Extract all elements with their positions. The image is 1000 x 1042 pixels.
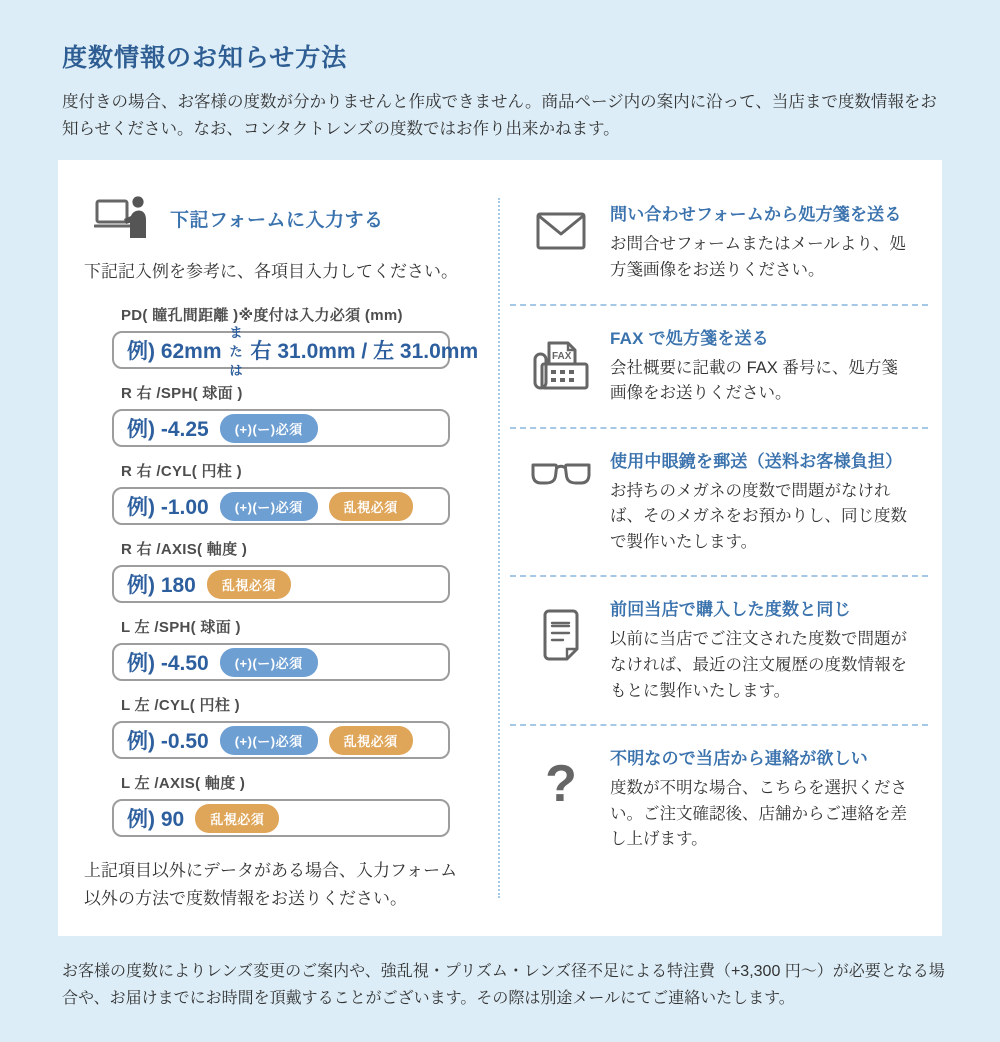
field-l-cyl — [112, 694, 498, 759]
field-pd-example-box — [112, 324, 479, 378]
method-description: 会社概要に記載の FAX 番号に、処方箋画像をお送りください。 — [610, 358, 898, 403]
method-divider — [510, 575, 928, 577]
method-description: お持ちのメガネの度数で問題がなければ、そのメガネをお預かりし、同じ度数で製作いたします。 — [610, 481, 907, 551]
astigmatism-required-badge: 乱視必須 — [329, 726, 413, 755]
field-r-axis-example-box — [112, 565, 450, 603]
field-pd — [112, 304, 498, 378]
form-rows — [112, 304, 498, 837]
method-previous-order — [508, 585, 934, 720]
form-example-section — [58, 190, 498, 911]
l-cyl-example-value: 例) -0.50 — [127, 730, 209, 754]
form-header — [94, 194, 498, 243]
sign-required-badge: (+)(ー)必須 — [220, 414, 318, 443]
method-body — [610, 595, 908, 704]
method-contact-form — [508, 190, 934, 299]
method-title: 使用中眼鏡を郵送（送料お客様負担） — [610, 451, 903, 471]
method-title: FAX で処方箋を送る — [610, 328, 769, 348]
field-l-cyl-example-box — [112, 721, 450, 759]
sign-required-badge: (+)(ー)必須 — [220, 492, 318, 521]
pd-example-connector: または — [229, 324, 243, 378]
page-title: 度数情報のお知らせ方法 — [62, 44, 348, 72]
method-divider — [510, 304, 928, 306]
field-l-sph-label: L 左 /SPH( 球面 ) — [121, 619, 241, 637]
glasses-icon — [530, 447, 592, 556]
field-l-axis-example-box — [112, 799, 450, 837]
form-instruction: 下記記入例を参考に、各項目入力してください。 — [84, 262, 458, 282]
field-l-sph-example-box — [112, 643, 450, 681]
r-sph-example-value: 例) -4.25 — [127, 418, 209, 442]
footer-note: お客様の度数によりレンズ変更のご案内や、強乱視・プリズム・レンズ径不足による特注費（+3,300 円〜）が必要となる場合や、お届けまでにお時間を頂戴することがございます。その際は別途メールにてご連絡いたします。 — [62, 962, 945, 1007]
astigmatism-required-badge: 乱視必須 — [329, 492, 413, 521]
field-l-cyl-label: L 左 /CYL( 円柱 ) — [121, 697, 240, 715]
intro-text: 度付きの場合、お客様の度数が分かりませんと作成できません。商品ページ内の案内に沿って、当店まで度数情報をお知らせください。なお、コンタクトレンズの度数ではお作り出来かねます。 — [62, 93, 937, 138]
astigmatism-required-badge: 乱視必須 — [207, 570, 291, 599]
method-description: 以前に当店でご注文された度数で問題がなければ、最近の注文履歴の度数情報をもとに製作いたします。 — [610, 630, 907, 700]
field-r-axis-label: R 右 /AXIS( 軸度 ) — [121, 541, 248, 559]
document-icon — [530, 595, 592, 704]
method-body — [610, 200, 908, 283]
field-r-cyl-example-box — [112, 487, 450, 525]
l-axis-example-value: 例) 90 — [127, 808, 185, 832]
field-r-sph-example-box — [112, 409, 450, 447]
method-description: お問合せフォームまたはメールより、処方箋画像をお送りください。 — [610, 235, 906, 279]
astigmatism-required-badge: 乱視必須 — [195, 804, 279, 833]
field-r-sph — [112, 382, 498, 447]
method-body — [610, 447, 908, 556]
field-l-axis-label: L 左 /AXIS( 軸度 ) — [121, 775, 246, 793]
sign-required-badge: (+)(ー)必須 — [220, 726, 318, 755]
info-card — [58, 160, 942, 935]
field-l-sph — [112, 616, 498, 681]
method-mail-glasses — [508, 437, 934, 572]
method-unknown-contact — [508, 734, 934, 869]
question-mark-icon: ? — [545, 755, 577, 814]
r-cyl-example-value: 例) -1.00 — [127, 496, 209, 520]
envelope-icon — [530, 200, 592, 283]
fax-icon-label: FAX — [552, 350, 572, 362]
fax-icon — [530, 324, 592, 407]
method-body — [610, 324, 908, 407]
method-title: 不明なので当店から連絡が欲しい — [610, 749, 868, 769]
sign-required-badge: (+)(ー)必須 — [220, 648, 318, 677]
field-pd-label: PD( 瞳孔間距離 )※度付は入力必須 (mm) — [121, 307, 403, 325]
pd-example-alt-value: 右 31.0mm / 左 31.0mm — [250, 340, 479, 364]
method-description: 度数が不明な場合、こちらを選択ください。ご注文確認後、店舗からご連絡を差し上げます。 — [610, 779, 907, 849]
method-title: 問い合わせフォームから処方箋を送る — [610, 205, 902, 225]
form-heading: 下記フォームに入力する — [170, 210, 384, 232]
field-r-axis — [112, 538, 498, 603]
form-note: 上記項目以外にデータがある場合、入力フォーム以外の方法で度数情報をお送りください。 — [84, 861, 458, 908]
method-title: 前回当店で購入した度数と同じ — [610, 600, 851, 620]
method-divider — [510, 427, 928, 429]
field-r-cyl — [112, 460, 498, 525]
field-r-sph-label: R 右 /SPH( 球面 ) — [121, 385, 243, 403]
pd-example-value: 例) 62mm — [127, 340, 222, 364]
method-fax — [508, 314, 934, 423]
other-methods-section — [500, 190, 942, 911]
method-divider — [510, 724, 928, 726]
method-body — [610, 744, 908, 853]
person-at-monitor-icon — [94, 194, 150, 243]
field-l-axis — [112, 772, 498, 837]
field-r-cyl-label: R 右 /CYL( 円柱 ) — [121, 463, 242, 481]
r-axis-example-value: 例) 180 — [127, 574, 196, 598]
l-sph-example-value: 例) -4.50 — [127, 652, 209, 676]
